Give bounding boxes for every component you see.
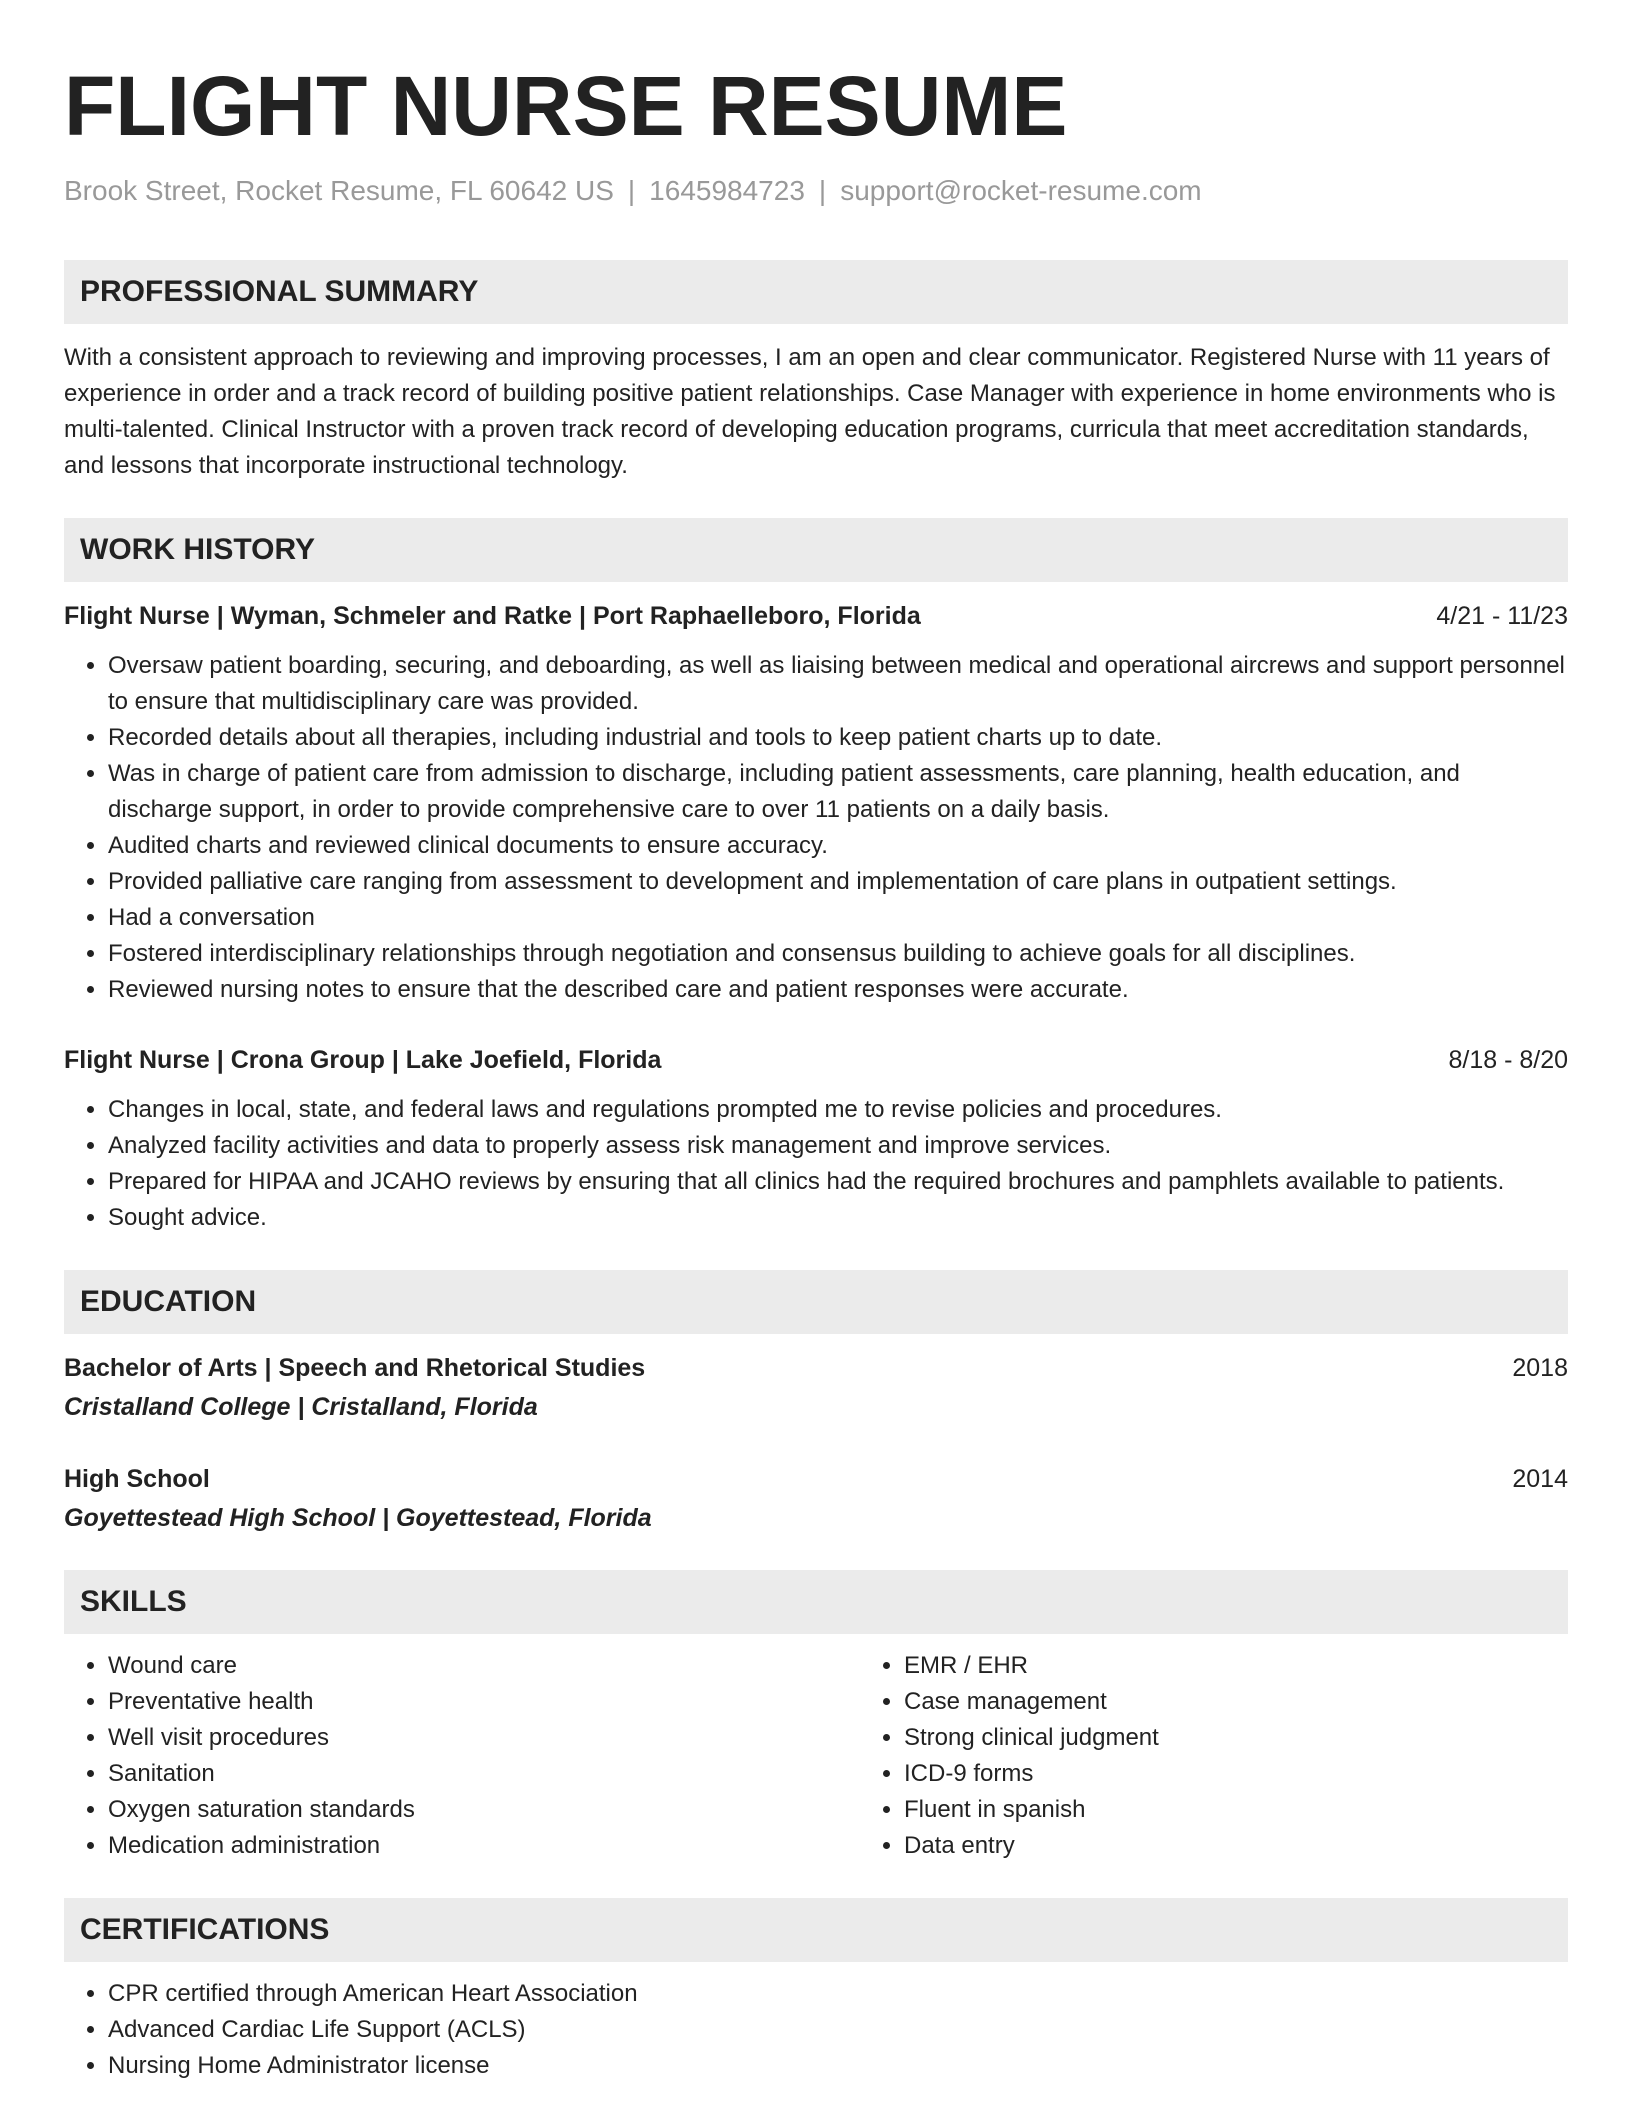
list-item: • Audited charts and reviewed clinical documents to ensure accuracy. [108,828,1568,864]
list-item: • Nursing Home Administrator license [108,2048,1568,2084]
job-entry [64,598,1568,1008]
job-title: Flight Nurse | Wyman, Schmeler and Ratke | Port Raphaelleboro, Florida [64,602,921,630]
education-year: 2014 [1512,1465,1568,1493]
section-heading-summary: PROFESSIONAL SUMMARY [64,260,1568,324]
education-school: Goyettestead High School | Goyettestead, Florida [64,1504,652,1532]
contact-email: support@rocket-resume.com [840,175,1202,206]
education-degree: Bachelor of Arts | Speech and Rhetorical Studies [64,1354,646,1382]
list-item: • Medication administration [108,1828,860,1864]
section-heading-skills: SKILLS [64,1570,1568,1634]
list-item: • Recorded details about all therapies, including industrial and tools to keep patient charts up to date. [108,720,1568,756]
job-bullet-list [64,648,1568,1008]
resume-title: FLIGHT NURSE RESUME [64,59,1068,153]
summary-text: With a consistent approach to reviewing and improving processes, I am an open and clear communicator. Registered Nurse with 11 years of experience in order and a track record of building positive patient relationships. Case Manager with experience in home environments who is multi-talented. Clinical Instructor with a proven track record of developing education programs, curricula that meet accreditation standards, and lessons that incorporate instructional technology. [64,344,1556,479]
list-item: • Data entry [904,1828,1632,1864]
education-year: 2018 [1512,1354,1568,1382]
list-item: • Changes in local, state, and federal laws and regulations prompted me to revise policies and procedures. [108,1092,1568,1128]
skills-columns [64,1648,1568,1864]
job-title: Flight Nurse | Crona Group | Lake Joefield, Florida [64,1046,662,1074]
list-item: • Oxygen saturation standards [108,1792,860,1828]
job-header [64,1042,1568,1078]
list-item: • Provided palliative care ranging from assessment to development and implementation of care plans in outpatient settings. [108,864,1568,900]
skills-list-left [64,1648,860,1864]
education-degree: High School [64,1465,210,1493]
list-item: • Sanitation [108,1756,860,1792]
education-entry [64,1461,1568,1536]
list-item: • Had a conversation [108,900,1568,936]
list-item: • Fluent in spanish [904,1792,1632,1828]
contact-separator: | [818,175,827,206]
education-school: Cristalland College | Cristalland, Florida [64,1393,538,1421]
skills-list-right [860,1648,1632,1864]
list-item: • Was in charge of patient care from admission to discharge, including patient assessments, care planning, health education, and discharge support, in order to provide comprehensive care to over 11 patients on a daily basis. [108,756,1568,828]
list-item: • Advanced Cardiac Life Support (ACLS) [108,2012,1568,2048]
list-item: • Well visit procedures [108,1720,860,1756]
list-item: • Oversaw patient boarding, securing, and deboarding, as well as liaising between medical and operational aircrews and support personnel to ensure that multidisciplinary care was provided. [108,648,1568,720]
section-heading-education: EDUCATION [64,1270,1568,1334]
job-entry [64,1042,1568,1236]
contact-address: Brook Street, Rocket Resume, FL 60642 US [64,175,614,206]
list-item: • Wound care [108,1648,860,1684]
list-item: • Case management [904,1684,1632,1720]
job-bullet-list [64,1092,1568,1236]
list-item: • Strong clinical judgment [904,1720,1632,1756]
contact-separator: | [627,175,636,206]
certifications-list [64,1976,1568,2084]
list-item: • EMR / EHR [904,1648,1632,1684]
education-header [64,1350,1568,1386]
contact-phone: 1645984723 [649,175,805,206]
list-item: • Fostered interdisciplinary relationships through negotiation and consensus building to achieve goals for all disciplines. [108,936,1568,972]
section-heading-certifications: CERTIFICATIONS [64,1898,1568,1962]
education-header [64,1461,1568,1497]
list-item: • Preventative health [108,1684,860,1720]
list-item: • Analyzed facility activities and data to properly assess risk management and improve services. [108,1128,1568,1164]
contact-line [64,174,1568,208]
list-item: • Reviewed nursing notes to ensure that the described care and patient responses were accurate. [108,972,1568,1008]
job-dates: 8/18 - 8/20 [1448,1046,1568,1074]
list-item: • Sought advice. [108,1200,1568,1236]
list-item: • ICD-9 forms [904,1756,1632,1792]
job-header [64,598,1568,634]
education-entry [64,1350,1568,1425]
list-item: • CPR certified through American Heart Association [108,1976,1568,2012]
list-item: • Prepared for HIPAA and JCAHO reviews by ensuring that all clinics had the required brochures and pamphlets available to patients. [108,1164,1568,1200]
job-dates: 4/21 - 11/23 [1436,602,1568,630]
section-heading-work-history: WORK HISTORY [64,518,1568,582]
